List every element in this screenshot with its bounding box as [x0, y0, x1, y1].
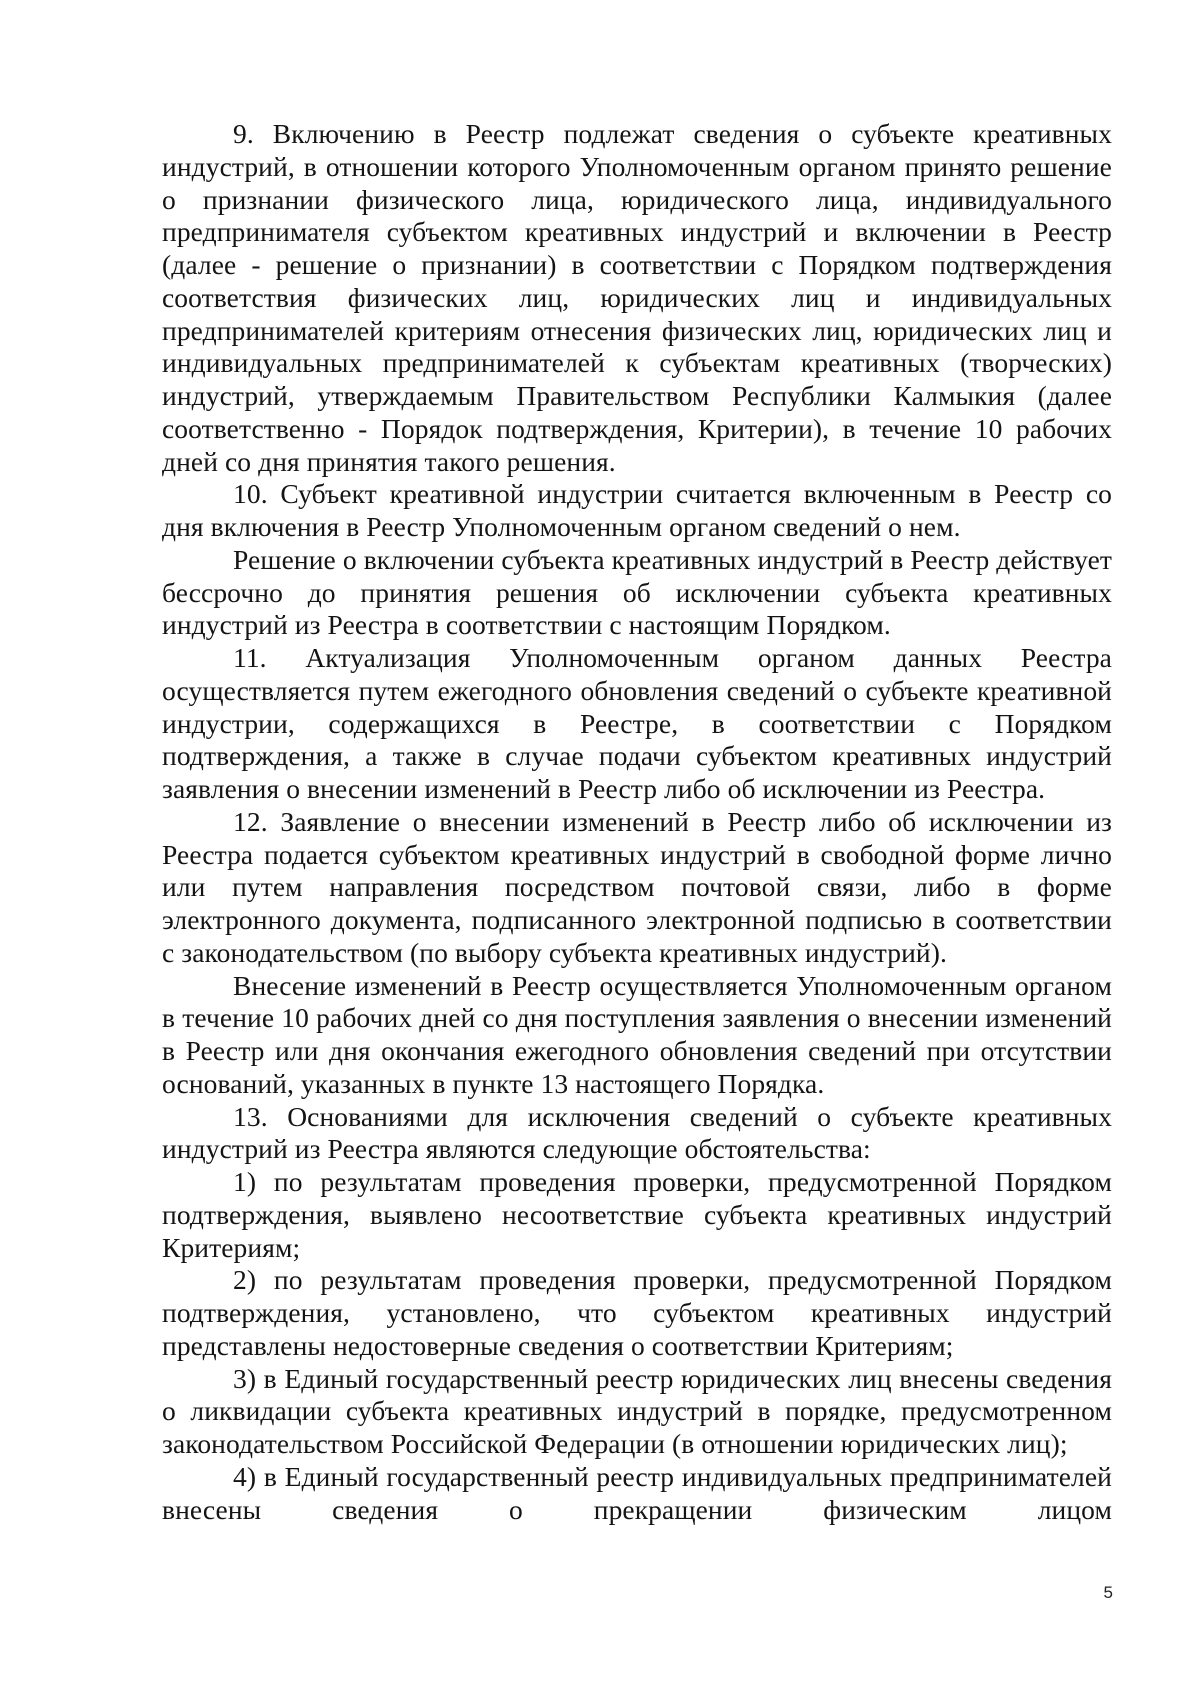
- paragraph-13: 13. Основаниями для исключения сведений о субъекте креативных индустрий из Реестра являются следующие обстоятельства:: [162, 1100, 1112, 1165]
- document-body: [162, 118, 1112, 1526]
- paragraph-13-item-2: 2) по результатам проведения проверки, предусмотренной Порядком подтверждения, установлено, что субъектом креативных индустрий представлены недостоверные сведения о соответствии Критериям;: [162, 1264, 1112, 1361]
- paragraph-11: 11. Актуализация Уполномоченным органом данных Реестра осуществляется путем ежегодного обновления сведений о субъекте креативной индустрии, содержащихся в Реестре, в соответствии с Порядком подтверждения, а также в случае подачи субъектом креативных индустрий заявления о внесении изменений в Реестр либо об исключении из Реестра.: [162, 642, 1112, 804]
- paragraph-13-item-3: 3) в Единый государственный реестр юридических лиц внесены сведения о ликвидации субъекта креативных индустрий в порядке, предусмотренном законодательством Российской Федерации (в отношении юридических лиц);: [162, 1362, 1112, 1459]
- paragraph-13-item-1: 1) по результатам проведения проверки, предусмотренной Порядком подтверждения, выявлено несоответствие субъекта креативных индустрий Критериям;: [162, 1166, 1112, 1263]
- paragraph-12: 12. Заявление о внесении изменений в Реестр либо об исключении из Реестра подается субъектом креативных индустрий в свободной форме лично или путем направления посредством почтовой связи, либо в форме электронного документа, подписанного электронной подписью в соответствии с законодательством (по выбору субъекта креативных индустрий).: [162, 805, 1112, 968]
- page-number: 5: [1103, 1583, 1113, 1602]
- paragraph-10: 10. Субъект креативной индустрии считается включенным в Реестр со дня включения в Реестр Уполномоченным органом сведений о нем.: [162, 478, 1112, 542]
- paragraph-10-decision: Решение о включении субъекта креативных индустрий в Реестр действует бессрочно до принятия решения об исключении субъекта креативных индустрий из Реестра в соответствии с настоящим Порядком.: [162, 543, 1112, 641]
- paragraph-12-changes: Внесение изменений в Реестр осуществляется Уполномоченным органом в течение 10 рабочих дней со дня поступления заявления о внесении изменений в Реестр или дня окончания ежегодного обновления сведений при отсутствии оснований, указанных в пункте 13 настоящего Порядка.: [162, 969, 1112, 1099]
- paragraph-9: 9. Включению в Реестр подлежат сведения о субъекте креативных индустрий, в отношении которого Уполномоченным органом принято решение о признании физического лица, юридического лица, индивидуального предпринимателя субъектом креативных индустрий и включении в Реестр (далее - решение о признании) в соответствии с Порядком подтверждения соответствия физических лиц, юридических лиц и индивидуальных предпринимателей критериям отнесения физических лиц, юридических лиц и индивидуальных предпринимателей к субъектам креативных (творческих) индустрий, утверждаемым Правительством Республики Калмыкия (далее соответственно - Порядок подтверждения, Критерии), в течение 10 рабочих дней со дня принятия такого решения.: [162, 118, 1112, 477]
- paragraph-13-item-4: 4) в Единый государственный реестр индивидуальных предпринимателей внесены сведения о прекращении физическим лицом: [162, 1460, 1112, 1525]
